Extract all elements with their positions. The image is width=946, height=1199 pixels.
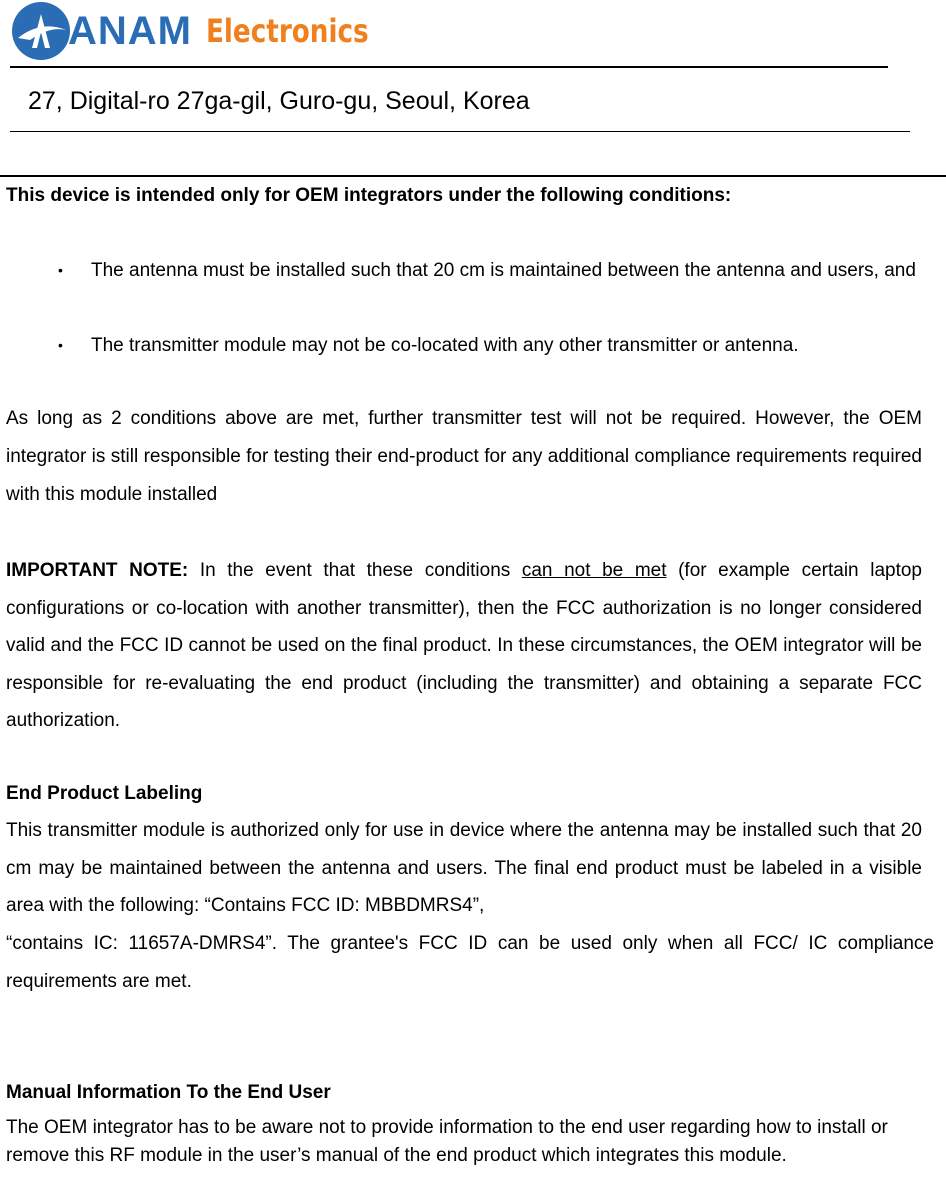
header-rule-top <box>10 66 888 68</box>
bullet-icon: • <box>58 262 63 278</box>
intro-heading: This device is intended only for OEM integrators under the following conditions: <box>6 185 732 206</box>
logo-subtext: Electronics <box>205 12 369 50</box>
company-address: 27, Digital-ro 27ga-gil, Guro-gu, Seoul, Korea <box>28 87 530 115</box>
important-underlined: can not be met <box>521 560 667 581</box>
bullet-icon: • <box>58 337 63 353</box>
anam-logo-mark-icon <box>10 0 72 62</box>
labeling-body-continued: “contains IC: 11657A-DMRS4”. The grantee's FCC ID can be used only when all FCC/ IC compliance requirements are met. <box>6 933 934 992</box>
condition-item: The antenna must be installed such that 20 cm is maintained between the antenna and users, and <box>91 260 916 281</box>
important-note <box>6 552 922 740</box>
important-label: IMPORTANT NOTE: <box>6 560 189 581</box>
header-rule-bottom <box>0 175 946 177</box>
labeling-heading: End Product Labeling <box>6 783 203 804</box>
header-rule-middle <box>10 131 910 132</box>
logo-wordmark: ANAM <box>68 9 192 53</box>
company-logo <box>10 0 404 62</box>
important-text-before: In the event that these conditions <box>188 560 522 581</box>
condition-item: The transmitter module may not be co-located with any other transmitter or antenna. <box>91 335 799 356</box>
manual-body: The OEM integrator has to be aware not to provide information to the end user regarding how to install or remove this RF module in the user’s manual of the end product which integrates this module. <box>6 1117 888 1166</box>
important-text-after: (for example certain laptop configurations or co-location with another transmitter), then the FCC authorization is no longer considered valid and the FCC ID cannot be used on the final product. In these circumstances, the OEM integrator will be responsible for re-evaluating the end product (including the transmitter) and obtaining a separate FCC authorization. <box>6 560 922 731</box>
manual-heading: Manual Information To the End User <box>6 1082 331 1103</box>
labeling-body: This transmitter module is authorized only for use in device where the antenna may be installed such that 20 cm may be maintained between the antenna and users. The final end product must be labeled in a visible area with the following: “Contains FCC ID: MBBDMRS4”, <box>6 820 922 916</box>
compliance-paragraph: As long as 2 conditions above are met, further transmitter test will not be required. However, the OEM integrator is still responsible for testing their end-product for any additional compliance requirements required with this module installed <box>6 408 922 505</box>
